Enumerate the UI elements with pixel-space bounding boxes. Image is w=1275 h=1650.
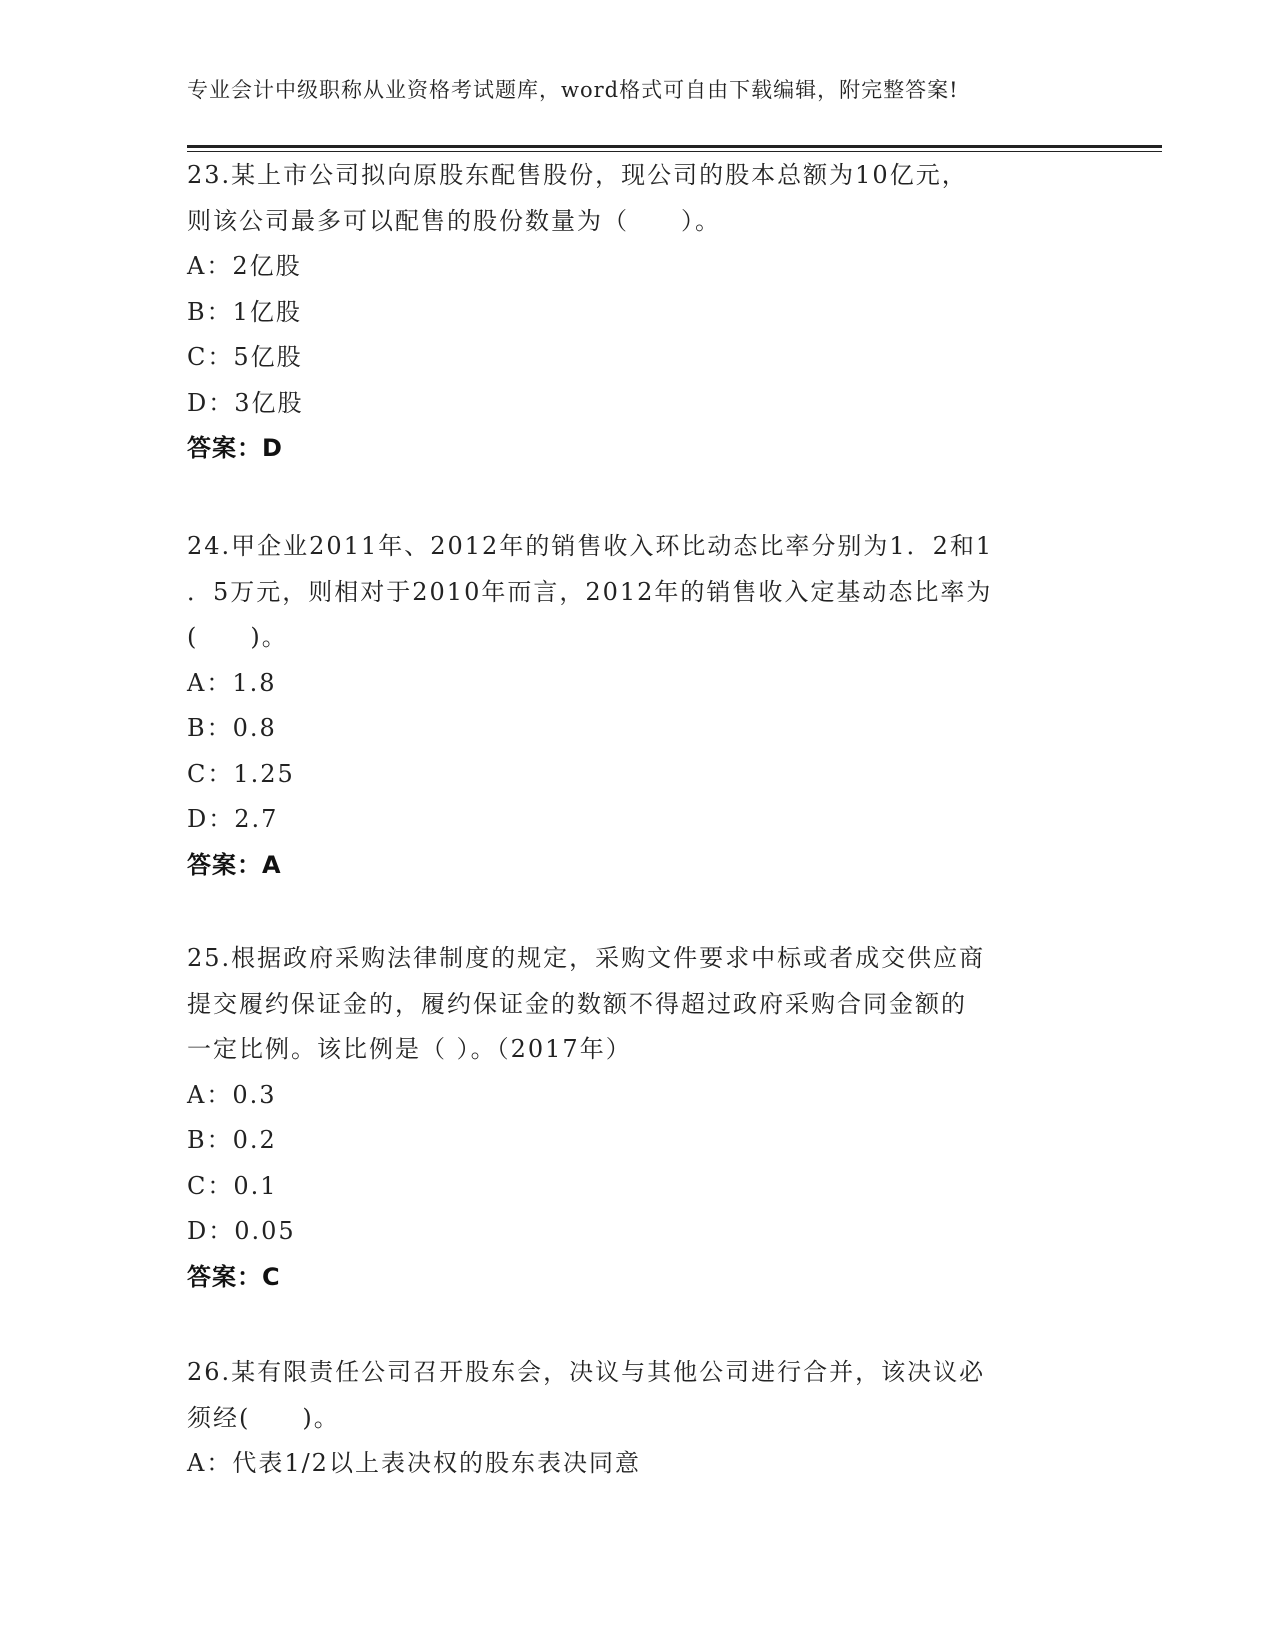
option-c: C：5亿股 (187, 343, 303, 371)
header-divider-thick (187, 145, 1162, 148)
question-stem-line: 24.甲企业2011年、2012年的销售收入环比动态比率分别为1．2和1 (187, 532, 994, 560)
option-b: B：1亿股 (187, 297, 302, 326)
header-divider-thin (187, 151, 1162, 152)
option-b: B：0.8 (187, 714, 277, 742)
question-stem-line: 须经( )。 (187, 1403, 340, 1432)
question-23 (187, 153, 1087, 472)
option-d: D：3亿股 (187, 388, 304, 417)
option-d: D：0.05 (187, 1217, 296, 1245)
option-a: A：2亿股 (187, 252, 302, 280)
question-26 (187, 1350, 1087, 1487)
answer-label: 答案：D (187, 434, 283, 462)
question-stem-line: 提交履约保证金的，履约保证金的数额不得超过政府采购合同金额的 (187, 989, 967, 1018)
answer-label: 答案：C (187, 1262, 281, 1291)
question-stem-line: 23.某上市公司拟向原股东配售股份，现公司的股本总额为10亿元， (187, 161, 968, 189)
option-a: A：代表1/2以上表决权的股东表决同意 (187, 1449, 641, 1477)
question-25 (187, 936, 1087, 1300)
question-stem-line: ( )。 (187, 623, 288, 651)
option-a: A：0.3 (187, 1080, 277, 1109)
question-stem-line: ．5万元，则相对于2010年而言，2012年的销售收入定基动态比率为 (187, 577, 993, 606)
question-stem-line: 25.根据政府采购法律制度的规定，采购文件要求中标或者成交供应商 (187, 944, 986, 972)
question-stem-line: 26.某有限责任公司召开股东会，决议与其他公司进行合并，该决议必 (187, 1358, 986, 1386)
option-d: D：2.7 (187, 805, 279, 833)
question-24 (187, 524, 1087, 888)
question-stem-line: 则该公司最多可以配售的股份数量为（ ）。 (187, 206, 721, 235)
question-stem-line: 一定比例。该比例是（ ）。（2017年） (187, 1035, 632, 1063)
page-header: 专业会计中级职称从业资格考试题库，word格式可自由下载编辑，附完整答案! (187, 78, 959, 102)
option-c: C：0.1 (187, 1171, 278, 1200)
answer-label: 答案：A (187, 850, 282, 879)
option-a: A：1.8 (187, 668, 277, 697)
option-c: C：1.25 (187, 759, 295, 788)
option-b: B：0.2 (187, 1126, 277, 1154)
